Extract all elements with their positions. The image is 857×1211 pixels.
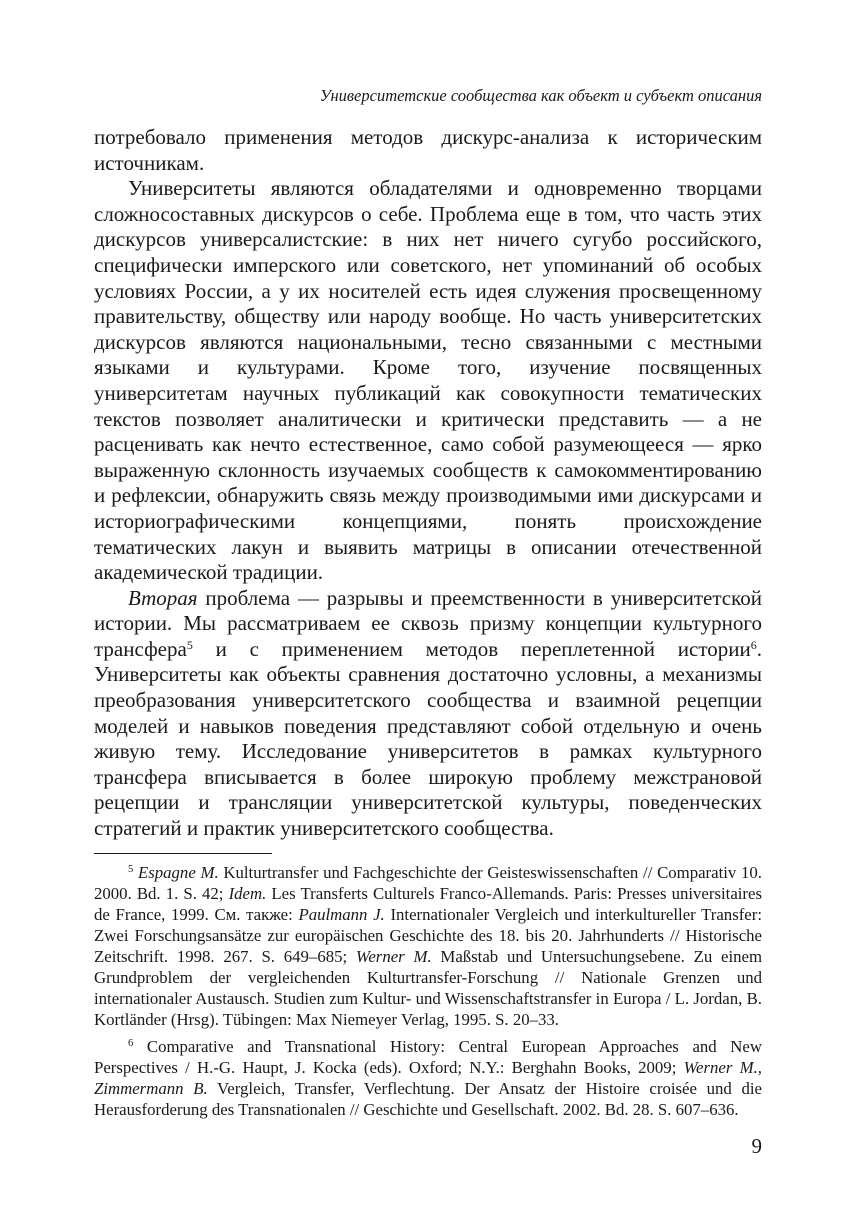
author-idem: Idem.	[228, 884, 267, 903]
paragraph-universities-discourses: Университеты являются обладателями и одновременно творцами сложносоставных дискурсов о себе. Проблема еще в том, что часть этих дискурсов универсалистские: в них нет ничего сугубо российского, специфически имперского или советского, нет упоминаний об особых условиях России, а у их носителей есть идея служения просвещенному правительству, обществу или народу вообще. Но часть университетских дискурсов являются национальными, тесно связанными с местными языками и культурами. Кроме того, изучение посвященных университетам научных публикаций как совокупности тематических текстов позволяет аналитически и критически представить — а не расценивать как нечто естественное, само собой разумеющееся — ярко выраженную склонность изучаемых сообществ к самокомментированию и рефлексии, обнаружить связь между производимыми ими дискурсами и историографическими концепциями, понять происхождение тематических лакун и выявить матрицы в описании отечественной академической традиции.	[94, 176, 762, 585]
footnote-5-text-3: Internationaler Vergleich und interkultureller Transfer: Zwei Forschungsansätze zur europäischen Geschichte des 18. bis 20. Jahrhunderts // Historische Zeitschrift. 1998. 267. S. 649–685;	[94, 905, 763, 966]
footnote-5-number: 5	[128, 864, 134, 875]
footnote-6-number: 6	[128, 1038, 134, 1049]
footnote-5-text-4: Maßstab und Untersuchungsebene. Zu einem Grundproblem der vergleichenden Kulturtransfer-Forschung // Nationale Grenzen und internationaler Austausch. Studien zum Kultur- und Wissenschaftstransfer in Europa / L. Jordan, B. Kortländer (Hrsg). Tübingen: Max Niemeyer Verlag, 1995. S. 20–33.	[94, 947, 763, 1029]
footnotes	[94, 862, 762, 1126]
paragraph-text-a: проблема — разрывы и преемственности в университетской истории. Мы рассматриваем ее сквозь призму концепции культурного трансфера	[94, 585, 762, 661]
footnote-ref-5[interactable]: 5	[186, 637, 193, 652]
footnote-5	[94, 862, 762, 1030]
footnote-separator	[94, 853, 272, 854]
footnote-ref-6[interactable]: 6	[750, 637, 757, 652]
page-number: 9	[751, 1134, 762, 1158]
body-text	[94, 125, 762, 842]
footnote-6-text-2: Vergleich, Transfer, Verflechtung. Der Ansatz der Histoire croisée und die Herausforderung des Transnationalen // Geschichte und Gesellschaft. 2002. Bd. 28. S. 607–636.	[94, 1079, 762, 1119]
emphasis-second: Вторая	[128, 585, 198, 610]
footnote-6-text-1: Comparative and Transnational History: Central European Approaches and New Perspectives / H.-G. Haupt, J. Kocka (eds). Oxford; N.Y.: Berghahn Books, 2009;	[94, 1037, 762, 1077]
paragraph-continuation: потребовало применения методов дискурс-анализа к историческим источникам.	[94, 125, 762, 175]
paragraph-text-b: и с применением методов переплетенной истории	[192, 636, 751, 661]
footnote-5-text-2: Les Transferts Culturels Franco-Allemands. Paris: Presses universitaires de France, 1999. См. также:	[94, 884, 763, 924]
paragraph-text-c: . Университеты как объекты сравнения достаточно условны, а механизмы преобразования университетского сообщества и взаимной рецепции моделей и навыков поведения представляют собой отдельную и очень живую тему. Исследование университетов в рамках культурного трансфера вписывается в более широкую проблему межстрановой рецепции и трансляции университетской культуры, поведенческих стратегий и практик университетского сообщества.	[94, 636, 762, 841]
author-espagne: Espagne M.	[137, 863, 219, 882]
running-header: Университетские сообщества как объект и субъект описания	[319, 86, 762, 105]
author-paulmann: Paulmann J.	[298, 905, 385, 924]
author-werner: Werner M.	[355, 947, 432, 966]
paragraph-second-problem	[94, 586, 762, 842]
author-werner-zimmermann: Werner M., Zimmermann B.	[94, 1058, 762, 1098]
footnote-5-text-1: Kulturtransfer und Fachgeschichte der Geisteswissenschaften // Comparativ 10. 2000. Bd. 1. S. 42;	[94, 863, 762, 903]
footnote-6	[94, 1036, 762, 1120]
